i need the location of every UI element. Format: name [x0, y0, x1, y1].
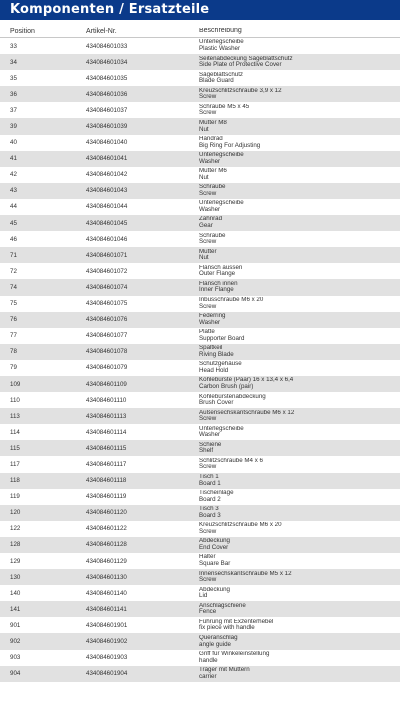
table-row [0, 135, 400, 151]
description-german: Sägeblattschutz [199, 71, 244, 78]
cell-description [199, 522, 400, 535]
cell-article-number: 434084601115 [86, 444, 127, 452]
cell-description [199, 474, 400, 487]
cell-position: 40 [10, 139, 17, 147]
description-german: Unterlegscheibe [199, 425, 244, 432]
description-english: Washer [199, 318, 221, 326]
table-row [0, 312, 400, 328]
table-row [0, 151, 400, 167]
description-german: Kohlebürste (Paar) 16 x 13,4 x 6,4 [199, 377, 294, 384]
cell-article-number: 434084601109 [86, 380, 127, 388]
description-english: Nut [199, 125, 209, 133]
cell-article-number: 434084601033 [86, 42, 128, 50]
cell-description [199, 442, 400, 455]
description-english: angle guide [199, 640, 231, 648]
description-english: Riving Blade [199, 350, 234, 358]
cell-position: 45 [10, 219, 17, 227]
cell-position: 120 [10, 509, 21, 517]
table-row [0, 456, 400, 472]
description-english: Fence [199, 608, 217, 616]
cell-position: 42 [10, 171, 17, 179]
description-english: Blade Guard [199, 77, 234, 85]
description-german: Tisch 1 [199, 473, 219, 480]
cell-position: 36 [10, 90, 17, 98]
cell-position: 903 [10, 654, 21, 662]
cell-position: 902 [10, 638, 21, 646]
description-german: Schraube [199, 232, 226, 239]
cell-position: 75 [10, 300, 17, 308]
description-german: Führung mit Exzenterhebel [199, 618, 274, 625]
cell-description [199, 506, 400, 519]
description-english: Nut [199, 254, 209, 262]
description-english: Head Hold [199, 366, 229, 374]
table-row [0, 215, 400, 231]
description-german: Schlitzschraube M4 x 6 [199, 457, 263, 464]
cell-position: 77 [10, 332, 17, 340]
description-german: Unterlegscheibe [199, 200, 244, 207]
cell-description [199, 426, 400, 439]
header-article-number: Artikel-Nr. [86, 28, 117, 35]
description-english: Screw [199, 415, 217, 423]
description-english: Screw [199, 189, 217, 197]
cell-article-number: 434084601045 [86, 219, 128, 227]
description-english: Washer [199, 431, 221, 439]
description-german: Inbusschraube M6 x 20 [199, 296, 264, 303]
cell-article-number: 434084601110 [86, 396, 127, 404]
cell-description [199, 329, 400, 342]
table-row [0, 70, 400, 86]
cell-position: 109 [10, 380, 21, 388]
description-german: Flansch aussen [199, 264, 243, 271]
cell-description [199, 538, 400, 551]
cell-article-number: 434084601130 [86, 573, 127, 581]
cell-description [199, 667, 400, 680]
table-row [0, 183, 400, 199]
cell-article-number: 434084601114 [86, 428, 127, 436]
cell-description [199, 104, 400, 117]
table-row [0, 440, 400, 456]
description-english: Gear [199, 222, 213, 230]
table-row [0, 392, 400, 408]
description-german: Mutter M6 [199, 168, 227, 175]
cell-article-number: 434084601044 [86, 203, 128, 211]
description-english: Supporter Board [199, 334, 245, 342]
description-german: Griff für Winkeleinstellung [199, 651, 270, 658]
cell-article-number: 434084601904 [86, 670, 128, 678]
cell-article-number: 434084601078 [86, 348, 128, 356]
description-english: Screw [199, 576, 217, 584]
table-row [0, 360, 400, 376]
cell-article-number: 434084601041 [86, 155, 128, 163]
description-english: Screw [199, 302, 217, 310]
cell-article-number: 434084601077 [86, 332, 128, 340]
table-row [0, 666, 400, 682]
cell-position: 141 [10, 605, 21, 613]
table-row [0, 231, 400, 247]
cell-position: 140 [10, 589, 21, 597]
table-row [0, 118, 400, 134]
table-row [0, 408, 400, 424]
cell-position: 115 [10, 444, 20, 452]
cell-article-number: 434084601129 [86, 557, 127, 565]
description-english: Board 3 [199, 511, 221, 519]
description-german: Halter [199, 554, 216, 561]
description-english: Brush Cover [199, 399, 234, 407]
cell-description [199, 56, 400, 69]
description-german: Zahnrad [199, 216, 223, 223]
cell-position: 114 [10, 428, 20, 436]
cell-article-number: 434084601075 [86, 300, 128, 308]
description-german: Queranschlag [199, 634, 238, 641]
header-position: Position [10, 28, 35, 35]
table-row [0, 86, 400, 102]
table-row [0, 247, 400, 263]
cell-position: 904 [10, 670, 21, 678]
description-german: Federring [199, 313, 226, 320]
cell-description [199, 377, 400, 390]
cell-article-number: 434084601113 [86, 412, 127, 420]
description-german: Abdeckung [199, 538, 230, 545]
cell-position: 37 [10, 106, 17, 114]
cell-description [199, 281, 400, 294]
description-english: Lid [199, 592, 208, 600]
cell-description [199, 313, 400, 326]
description-english: Screw [199, 463, 217, 471]
cell-position: 39 [10, 123, 17, 131]
description-english: Plastic Washer [199, 45, 241, 53]
cell-description [199, 394, 400, 407]
description-german: Innensechskantschraube M5 x 12 [199, 570, 292, 577]
description-english: Screw [199, 527, 217, 535]
cell-description [199, 458, 400, 471]
cell-description [199, 200, 400, 213]
header-description: Beschreibung [199, 28, 242, 35]
description-english: Side Plate of Protective Cover [199, 61, 282, 69]
cell-description [199, 603, 400, 616]
cell-description [199, 297, 400, 310]
cell-description [199, 88, 400, 101]
table-row [0, 473, 400, 489]
table-row [0, 633, 400, 649]
table-row [0, 344, 400, 360]
cell-position: 901 [10, 621, 21, 629]
cell-position: 41 [10, 155, 17, 163]
description-english: Washer [199, 205, 221, 213]
cell-description [199, 587, 400, 600]
cell-article-number: 434084601120 [86, 509, 127, 517]
cell-position: 34 [10, 58, 17, 66]
parts-table [0, 20, 400, 682]
cell-description [199, 619, 400, 632]
table-row [0, 102, 400, 118]
description-german: Außensechskantschraube M6 x 12 [199, 409, 295, 416]
description-english: Washer [199, 157, 221, 165]
cell-description [199, 168, 400, 181]
cell-description [199, 39, 400, 52]
description-english: carrier [199, 672, 217, 680]
page-title: Komponenten / Ersatzteile [0, 0, 400, 20]
cell-description [199, 635, 400, 648]
cell-description [199, 120, 400, 133]
cell-article-number: 434084601035 [86, 74, 128, 82]
description-german: Tisch 3 [199, 506, 219, 513]
cell-article-number: 434084601072 [86, 267, 128, 275]
cell-position: 78 [10, 348, 17, 356]
cell-article-number: 434084601079 [86, 364, 128, 372]
table-row [0, 424, 400, 440]
cell-article-number: 434084601128 [86, 541, 127, 549]
description-german: Spaltkeil [199, 345, 223, 352]
cell-position: 129 [10, 557, 21, 565]
cell-article-number: 434084601043 [86, 187, 128, 195]
table-row [0, 54, 400, 70]
cell-article-number: 434084601036 [86, 90, 128, 98]
cell-description [199, 490, 400, 503]
cell-position: 130 [10, 573, 21, 581]
cell-article-number: 434084601141 [86, 605, 127, 613]
cell-description [199, 136, 400, 149]
table-row [0, 650, 400, 666]
cell-description [199, 345, 400, 358]
table-row [0, 553, 400, 569]
table-row [0, 167, 400, 183]
description-english: Screw [199, 93, 217, 101]
cell-article-number: 434084601046 [86, 235, 128, 243]
table-row [0, 199, 400, 215]
table-row [0, 376, 400, 392]
description-english: Inner Flange [199, 286, 234, 294]
description-german: Schraube M5 x 45 [199, 103, 250, 110]
cell-article-number: 434084601140 [86, 589, 127, 597]
cell-description [199, 233, 400, 246]
cell-position: 72 [10, 267, 17, 275]
table-row [0, 617, 400, 633]
table-row [0, 569, 400, 585]
cell-article-number: 434084601117 [86, 460, 127, 468]
description-german: Anschlagschiene [199, 602, 246, 609]
cell-position: 119 [10, 493, 20, 501]
description-german: Mutter M8 [199, 119, 227, 126]
cell-position: 35 [10, 74, 17, 82]
cell-description [199, 72, 400, 85]
cell-position: 118 [10, 477, 20, 485]
cell-article-number: 434084601039 [86, 123, 128, 131]
cell-description [199, 249, 400, 262]
table-row [0, 601, 400, 617]
table-row [0, 38, 400, 54]
cell-position: 117 [10, 460, 20, 468]
cell-article-number: 434084601040 [86, 139, 128, 147]
description-german: Tischeinlage [199, 490, 234, 497]
cell-description [199, 410, 400, 423]
table-row [0, 505, 400, 521]
cell-position: 33 [10, 42, 17, 50]
description-german: Schraube [199, 184, 226, 191]
cell-article-number: 434084601042 [86, 171, 128, 179]
table-row [0, 296, 400, 312]
cell-description [199, 554, 400, 567]
table-row [0, 521, 400, 537]
cell-position: 113 [10, 412, 20, 420]
description-english: Board 2 [199, 495, 221, 503]
cell-article-number: 434084601903 [86, 654, 128, 662]
cell-article-number: 434084601037 [86, 106, 128, 114]
table-row [0, 263, 400, 279]
description-german: Unterlegscheibe [199, 39, 244, 46]
cell-position: 128 [10, 541, 21, 549]
description-english: Nut [199, 173, 209, 181]
cell-article-number: 434084601119 [86, 493, 127, 501]
description-english: fix piece with handle [199, 624, 255, 632]
cell-position: 46 [10, 235, 17, 243]
cell-position: 79 [10, 364, 17, 372]
table-row [0, 489, 400, 505]
cell-article-number: 434084601034 [86, 58, 128, 66]
description-german: Mutter [199, 248, 217, 255]
description-german: Flansch innen [199, 280, 238, 287]
table-row [0, 585, 400, 601]
cell-position: 76 [10, 316, 17, 324]
cell-article-number: 434084601071 [86, 251, 128, 259]
description-english: handle [199, 656, 218, 664]
description-english: Square Bar [199, 560, 231, 568]
description-german: Kreuzschlitzschraube 3,9 x 12 [199, 87, 282, 94]
cell-description [199, 265, 400, 278]
table-row [0, 279, 400, 295]
description-english: Screw [199, 109, 217, 117]
cell-article-number: 434084601118 [86, 477, 127, 485]
description-english: Big Ring For Adjusting [199, 141, 261, 149]
description-english: Board 1 [199, 479, 221, 487]
cell-position: 122 [10, 525, 21, 533]
cell-description [199, 184, 400, 197]
description-english: Outer Flange [199, 270, 236, 278]
description-german: Seitenabdeckung Sägeblattschutz [199, 55, 293, 62]
cell-position: 71 [10, 251, 17, 259]
description-english: End Cover [199, 543, 229, 551]
cell-article-number: 434084601122 [86, 525, 127, 533]
cell-description [199, 571, 400, 584]
description-german: Kreuzschlitzschraube M6 x 20 [199, 522, 282, 529]
cell-position: 110 [10, 396, 20, 404]
cell-position: 74 [10, 283, 17, 291]
description-english: Carbon Brush (pair) [199, 383, 254, 391]
description-german: Schutzgehäuse [199, 361, 242, 368]
description-german: Platte [199, 329, 215, 336]
table-body [0, 38, 400, 682]
cell-description [199, 651, 400, 664]
cell-article-number: 434084601076 [86, 316, 128, 324]
cell-article-number: 434084601074 [86, 283, 128, 291]
description-german: Träger mit Muttern [199, 667, 250, 674]
table-row [0, 537, 400, 553]
cell-description [199, 361, 400, 374]
cell-description [199, 152, 400, 165]
description-german: Handrad [199, 136, 223, 143]
description-english: Screw [199, 238, 217, 246]
cell-position: 43 [10, 187, 17, 195]
cell-position: 44 [10, 203, 17, 211]
description-german: Abdeckung [199, 586, 230, 593]
cell-article-number: 434084601901 [86, 621, 128, 629]
description-english: Shelf [199, 447, 214, 455]
description-german: Schiene [199, 441, 222, 448]
description-german: Unterlegscheibe [199, 152, 244, 159]
table-header [0, 20, 400, 38]
cell-article-number: 434084601902 [86, 638, 128, 646]
table-row [0, 328, 400, 344]
description-german: Kohlebürstenabdeckung [199, 393, 266, 400]
cell-description [199, 216, 400, 229]
